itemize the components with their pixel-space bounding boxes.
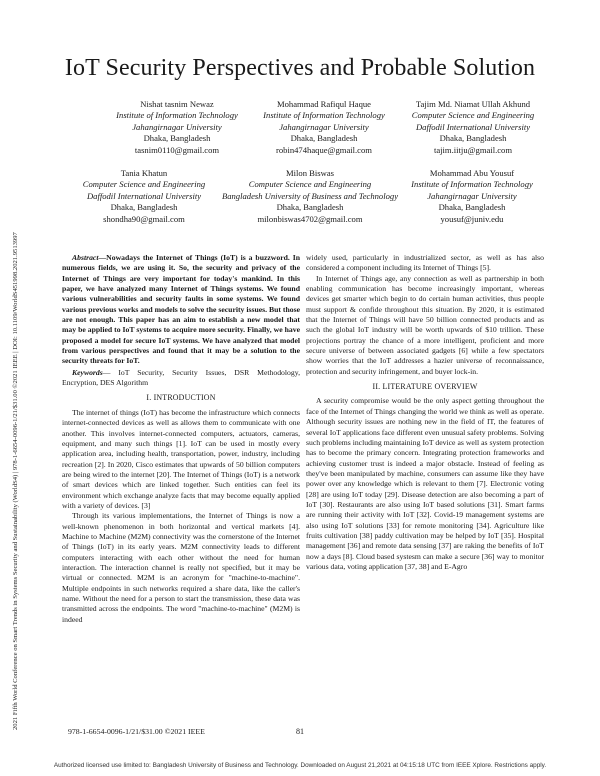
license-footer: Authorized licensed use limited to: Bangladesh University of Business and Technology. Downloaded on August 21,2021 at 04:15:18 UTC from IEEE Xplore. Restrictions apply. — [53, 762, 547, 769]
keywords-label: Keywords — [72, 367, 103, 377]
doi-sidebar-text: 2021 Fifth World Conference on Smart Trends in Systems Security and Sustainability (WorldS4) | 978-1-6654-0096-1/21/$31.00 ©2021 IEEE | DOI: 10.1109/WorldS451998.2021.9513997 — [12, 232, 19, 730]
author-dept: Institute of Information Technology — [263, 110, 385, 121]
author-univ: Jahangirnagar University — [427, 190, 517, 201]
author-block — [377, 168, 567, 225]
keywords-text: — IoT Security, Security Issues, DSR Methodology, Encryption, DES Algorithm — [62, 367, 300, 388]
author-univ: Bangladesh University of Business and Technology — [221, 190, 399, 201]
author-email: milonbiswas4702@gmail.com — [257, 213, 363, 224]
author-name: Milon Biswas — [286, 168, 334, 178]
author-univ: Jahangirnagar University — [132, 121, 222, 132]
right-column — [306, 253, 544, 572]
author-dept: Computer Science and Engineering — [248, 179, 372, 190]
page-number: 81 — [296, 727, 304, 736]
author-email: robin474haque@gmail.com — [276, 144, 372, 155]
author-city: Dhaka, Bangladesh — [276, 202, 344, 213]
abstract-label: Abstract — [72, 253, 99, 262]
abstract — [62, 253, 300, 367]
paragraph: Through its various implementations, the Internet of Things is now a well-known phenomenon in both horizontal and vertical markets [4]. Machine to Machine (M2M) connectivity was the cornerstone of the Internet of Things (IoT) in its early years. M2M connectivity leads to different computers interacting with each other without the need for human interaction. The interaction channel is really not specified, but it may be virtual or connected. M2M is an acronym for "machine-to-machine". Multiple endpoints in such networks required a share data, like the caller's name. Without the need for a person to start the transmission, these data was transmitted across the endpoints. The word "machine-to-machine" (M2M) is indeed — [62, 511, 300, 624]
author-dept: Institute of Information Technology — [411, 179, 533, 190]
section-heading-introduction: I. INTRODUCTION — [146, 393, 216, 403]
author-city: Dhaka, Bangladesh — [438, 202, 506, 213]
author-dept: Computer Science and Engineering — [82, 179, 206, 190]
author-name: Tania Khatun — [120, 168, 168, 178]
author-name: Mohammad Abu Yousuf — [429, 168, 515, 178]
paragraph: A security compromise would be the only aspect getting throughout the face of the Internet of Things changing the world we think as well as operate. Although security issues are nothing new in the field of IT, the features of several IoT applications face different even unusual safety problems. Solving such problems including maintaining IoT device as well as system protection has to become the primary concern. Integrating protection frameworks and achieving customer trust is indeed a major obstacle. Instead of feeling as they've been manipulated by machine, consumers can assume like they have power over any knowledge which is relevant to them [7]. Electronic voting [28] are using IoT today [29]. Disease detection are also becoming a part of IoT [30]. Restaurants are also using IoT based solutions [31]. Smart farms are running their activity with IoT [32]. Covid-19 management systems are also using IoT solutions [33] for remote monitoring [34]. Agriculture like fruits cultivation [38] paddy cultivation may be helped by IoT [35]. Hospital management [36] and remote data sensing [37] are raking the benefits of IoT now a days [8]. Cloud based systesm can make a secure [36] way to monitor various data, voting application [37, 38] and E-Agro — [306, 396, 544, 571]
author-name: Nishat tasnim Newaz — [140, 99, 214, 109]
author-name: Tajim Md. Niamat Ullah Akhund — [415, 99, 531, 109]
author-city: Dhaka, Bangladesh — [439, 133, 507, 144]
author-block — [378, 99, 568, 156]
abstract-text: —Nowadays the Internet of Things (IoT) is a buzzword. In numerous fields, we are using it. So, the security and privacy of the Internet of Things are very important for today's mankind. In this paper, we have analyzed many Internet of Things systems. We found various vulnerabilities and security faults in some systems. We found various previous works and models to solve the security issues. But those are not enough. This paper has an aim to establish a new model that may be applied to IoT systems to acquire more security. Finally, we have proposed a model for secure IoT systems. We have analyzed that model from various perspectives and found that it may be a solution to the security threats for IoT. — [62, 253, 300, 366]
author-city: Dhaka, Bangladesh — [290, 133, 358, 144]
author-univ: Jahangirnagar University — [279, 121, 369, 132]
keywords — [62, 368, 300, 389]
author-univ: Daffodil International University — [86, 190, 202, 201]
author-email: tasnim0110@gmail.com — [134, 144, 220, 155]
section-heading-literature: II. LITERATURE OVERVIEW — [372, 382, 478, 392]
author-dept: Computer Science and Engineering — [411, 110, 535, 121]
author-email: shondha90@gmail.com — [103, 213, 185, 224]
paper-title: IoT Security Perspectives and Probable Solution — [64, 55, 536, 81]
paragraph: widely used, particularly in industrialized sector, as well as has also considered a component including its Internet of Things [5]. — [306, 253, 544, 273]
author-dept: Institute of Information Technology — [116, 110, 238, 121]
author-email: tajim.iitju@gmail.com — [433, 144, 513, 155]
doi-sidebar — [2, 150, 19, 730]
author-univ: Daffodil International University — [415, 121, 531, 132]
author-city: Dhaka, Bangladesh — [110, 202, 178, 213]
author-city: Dhaka, Bangladesh — [143, 133, 211, 144]
author-email: yousuf@juniv.edu — [440, 213, 504, 224]
paragraph: The internet of things (IoT) has become the infrastructure which connects internet-connected devices as well as allows them to communicate with one another. This involves internet-connected computers, actuators, cameras, equipment, and many such things [1]. IoT can be used in mostly every application area, including health, transportation, power, industry, including recreation [2]. In 2020, Cisco estimates that upwards of 50 billion computers are being wired to the internet [20]. The Internet of Things (IoT) is a network of smart devices which are linked together. Such entities can feel its environment which exchange analyze facts that may become equally applied with a variety of devices. [3] — [62, 407, 300, 510]
left-column — [62, 253, 300, 625]
copyright-notice: 978-1-6654-0096-1/21/$31.00 ©2021 IEEE — [68, 727, 205, 736]
paragraph: In Internet of Things age, any connection as well as partnership in both enabling communication has become increasingly important, whereas devices get smarter which begin to do certain human activities, thus people must support & confide throughout this situation. By 2020, it is estimated that the Internet of Things will have 50 billion connected products and as such the global IoT industry will be worth upwards of $10 trillion. These projections portray the chance of a more intelligent, proficient and more secure universe of between associated gadgets [6] while a few spectators show worries that the IoT addresses a hazier universe of reconnaissance, protection and security infringement, and buyer lock-in. — [306, 273, 544, 376]
author-name: Mohammad Rafiqul Haque — [276, 99, 372, 109]
